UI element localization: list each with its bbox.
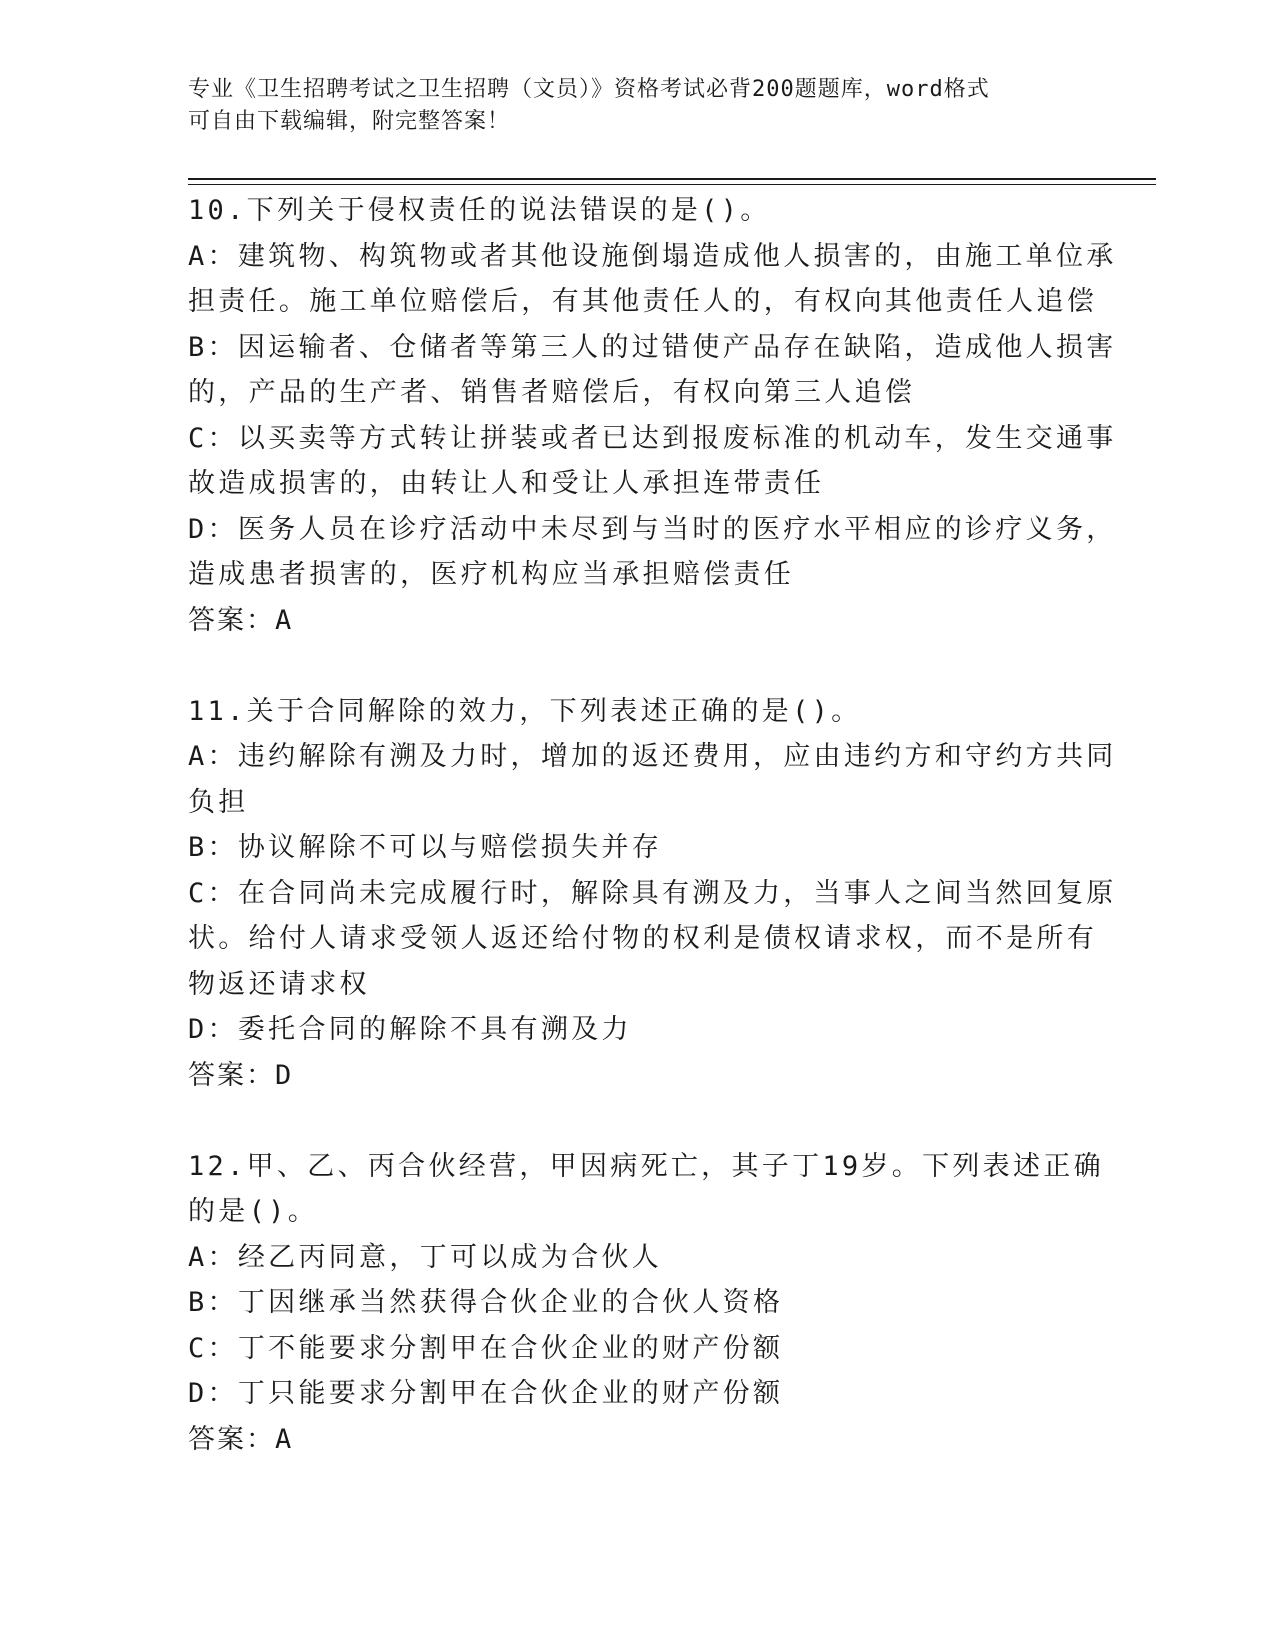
option-d-line-2: 造成患者损害的，医疗机构应当承担赔偿责任 [188,559,794,590]
option-b-line-1: B：因运输者、仓储者等第三人的过错使产品存在缺陷，造成他人损害 [188,331,1117,363]
question-stem-line-1: 12.甲、乙、丙合伙经营，甲因病死亡，其子丁19岁。下列表述正确 [188,1150,1104,1182]
option-b-line-1: B：协议解除不可以与赔偿损失并存 [188,832,663,863]
option-b-line-2: 的，产品的生产者、销售者赔偿后，有权向第三人追偿 [188,377,916,408]
question-stem: 11.关于合同解除的效力，下列表述正确的是()。 [188,695,862,727]
header-line-2: 可自由下载编辑，附完整答案！ [188,109,511,134]
answer-label: 答案：A [188,1423,294,1455]
header-rule-thin [188,184,1156,185]
option-d-line-1: D：医务人员在诊疗活动中未尽到与当时的医疗水平相应的诊疗义务， [188,513,1117,545]
question-list [188,188,1117,1462]
question-stem-line-2: 的是()。 [188,1196,319,1227]
option-a-line-2: 担责任。施工单位赔偿后，有其他责任人的，有权向其他责任人追偿 [188,286,1097,317]
option-d-line-1: D：丁只能要求分割甲在合伙企业的财产份额 [188,1378,784,1409]
question-stem: 10.下列关于侵权责任的说法错误的是()。 [188,195,771,226]
option-a-line-2: 负担 [188,786,249,818]
option-b-line-1: B：丁因继承当然获得合伙企业的合伙人资格 [188,1287,784,1318]
question-10 [188,188,1117,643]
question-11 [188,689,1117,1099]
document-header [188,74,1088,138]
option-c-line-2: 故造成损害的，由转让人和受让人承担连带责任 [188,468,825,499]
question-12 [188,1144,1104,1463]
header-line-1: 专业《卫生招聘考试之卫生招聘（文员）》资格考试必背200题题库，word格式 [188,77,990,102]
option-c-line-1: C：在合同尚未完成履行时，解除具有溯及力，当事人之间当然回复原 [188,877,1117,909]
option-a-line-1: A：建筑物、构筑物或者其他设施倒塌造成他人损害的，由施工单位承 [188,240,1117,272]
option-c-line-3: 物返还请求权 [188,968,370,1000]
option-c-line-1: C：以买卖等方式转让拼装或者已达到报废标准的机动车，发生交通事 [188,422,1117,454]
answer-label: 答案：D [188,1059,294,1091]
option-a-line-1: A：违约解除有溯及力时，增加的返还费用，应由违约方和守约方共同 [188,741,1117,772]
header-rule-thick [188,178,1156,180]
option-a-line-1: A：经乙丙同意，丁可以成为合伙人 [188,1241,663,1273]
option-d-line-1: D：委托合同的解除不具有溯及力 [188,1014,632,1045]
answer-label: 答案：A [188,604,294,636]
option-c-line-1: C：丁不能要求分割甲在合伙企业的财产份额 [188,1332,784,1364]
option-c-line-2: 状。给付人请求受领人返还给付物的权利是债权请求权，而不是所有 [188,923,1097,954]
